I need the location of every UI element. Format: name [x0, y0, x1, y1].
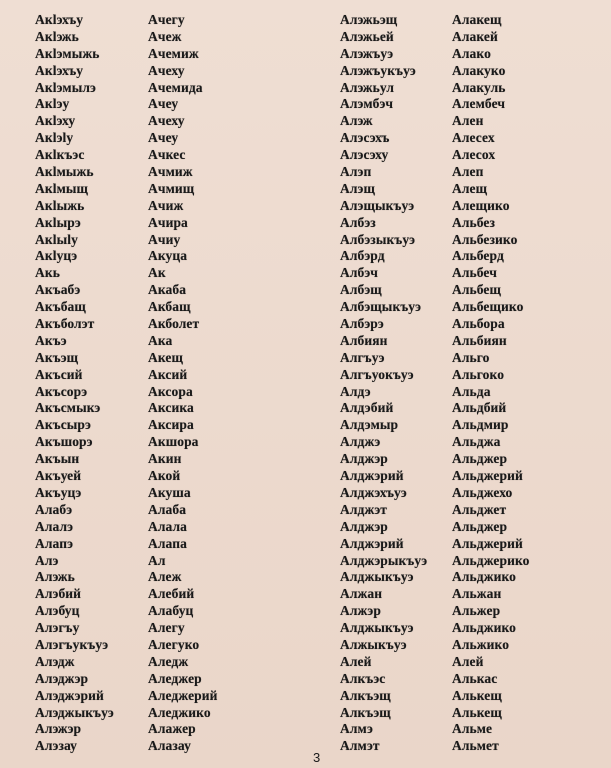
- name-entry: Альджерико: [452, 552, 530, 568]
- name-entry: Акой: [148, 468, 181, 484]
- name-entry: Акlэху: [35, 113, 76, 129]
- name-entry: Аледжико: [148, 704, 211, 720]
- name-entry: Алалэ: [35, 518, 74, 534]
- column-4-russian-names: [452, 12, 530, 755]
- name-entry: Ачмиж: [148, 164, 193, 180]
- name-entry: Алджэрий: [340, 535, 404, 551]
- name-entry: Альджет: [452, 501, 507, 517]
- name-entry: Алесох: [452, 147, 496, 163]
- name-entry: Альдбий: [452, 400, 507, 416]
- name-entry: Альбора: [452, 316, 505, 332]
- name-entry: Алэдж: [35, 653, 75, 669]
- name-entry: Ак: [148, 265, 166, 281]
- page-number: 3: [313, 750, 321, 765]
- name-entry: Акаба: [148, 282, 187, 298]
- name-entry: Алкъэщ: [340, 704, 391, 720]
- name-entry: Алькещ: [452, 687, 502, 703]
- name-entry: Ачеху: [148, 113, 185, 129]
- name-entry: Аксий: [148, 366, 188, 382]
- name-entry: Акуца: [148, 248, 188, 264]
- name-entry: Альме: [452, 721, 493, 737]
- name-entry: Акь: [35, 265, 60, 281]
- name-entry: Алэжь: [35, 569, 75, 585]
- name-entry: Алджэр: [340, 518, 388, 534]
- name-entry: Ачеж: [148, 28, 182, 44]
- name-entry: Альджико: [452, 620, 517, 636]
- name-entry: Алджэрий: [340, 468, 404, 484]
- name-entry: Алджэт: [340, 501, 388, 517]
- name-entry: Алесех: [452, 130, 495, 146]
- name-entry: Алэ: [35, 552, 59, 568]
- name-entry: Алеп: [452, 164, 484, 180]
- name-entry: Альджа: [452, 434, 501, 450]
- name-entry: Алакуль: [452, 79, 506, 95]
- name-entry: Алкъэщ: [340, 687, 391, 703]
- name-entry: Ачеу: [148, 96, 179, 112]
- name-entry: Акlэхъу: [35, 62, 84, 78]
- name-entry: Алэджыкъуэ: [35, 704, 114, 720]
- name-entry: Аксира: [148, 417, 194, 433]
- name-entry: Алэзау: [35, 738, 77, 754]
- name-entry: Алегуко: [148, 636, 200, 652]
- name-entry: Алала: [148, 518, 188, 534]
- name-entry: Альго: [452, 349, 490, 365]
- name-entry: Альджерий: [452, 535, 523, 551]
- name-entry: Алджэр: [340, 451, 388, 467]
- name-entry: Алмэт: [340, 738, 380, 754]
- name-entry: Алджэрыкъуэ: [340, 552, 428, 568]
- name-entry: Альжико: [452, 636, 510, 652]
- name-entry: Алапа: [148, 535, 187, 551]
- name-entry: Алембеч: [452, 96, 506, 112]
- name-entry: Албиян: [340, 332, 388, 348]
- name-entry: Алджыкъуэ: [340, 620, 414, 636]
- name-entry: Ачкес: [148, 147, 186, 163]
- name-entry: Алебий: [148, 586, 195, 602]
- name-entry: Алэж: [340, 113, 373, 129]
- name-entry: Аледжерий: [148, 687, 218, 703]
- name-entry: Акин: [148, 451, 182, 467]
- name-entry: Альбезико: [452, 231, 518, 247]
- name-entry: Акlыlу: [35, 231, 78, 247]
- name-entry: Алэсэху: [340, 147, 389, 163]
- name-entry: Акъсий: [35, 366, 83, 382]
- name-entry: Акlырэ: [35, 214, 81, 230]
- name-entry: Альбещ: [452, 282, 502, 298]
- name-entry: Алдэмыр: [340, 417, 399, 433]
- name-entry: Акболет: [148, 316, 200, 332]
- name-entry: Акlэжь: [35, 28, 79, 44]
- name-entry: Алкъэс: [340, 670, 386, 686]
- name-entry: Алэгъукъуэ: [35, 636, 109, 652]
- name-entry: Алажер: [148, 721, 196, 737]
- name-entry: Алэжъуэ: [340, 45, 394, 61]
- name-entry: Алаба: [148, 501, 187, 517]
- name-entry: Акъболэт: [35, 316, 95, 332]
- name-entry: Альжер: [452, 603, 501, 619]
- name-entry: Алакуко: [452, 62, 506, 78]
- name-entry: Акъуцэ: [35, 484, 82, 500]
- name-entry: Алдэ: [340, 383, 371, 399]
- name-entry: Альбеч: [452, 265, 497, 281]
- name-entry: Акlмыжь: [35, 164, 94, 180]
- name-entry: Алэджэр: [35, 670, 89, 686]
- name-entry: Альбез: [452, 214, 496, 230]
- name-entry: Ал: [148, 552, 166, 568]
- name-entry: Алэбуц: [35, 603, 80, 619]
- name-entry: Акъсырэ: [35, 417, 91, 433]
- name-entry: Албэрд: [340, 248, 385, 264]
- name-entry: Ака: [148, 332, 173, 348]
- name-entry: Акъуей: [35, 468, 82, 484]
- name-entry: Алеж: [148, 569, 182, 585]
- name-entry: Акъын: [35, 451, 80, 467]
- name-entry: Алэжьул: [340, 79, 395, 95]
- name-entry: Алабэ: [35, 501, 73, 517]
- name-entry: Акшора: [148, 434, 199, 450]
- name-entry: Акlэу: [35, 96, 70, 112]
- name-entry: Алэжьей: [340, 28, 394, 44]
- name-entry: Альдмир: [452, 417, 509, 433]
- name-entry: Акъабэ: [35, 282, 81, 298]
- name-entry: Ачегу: [148, 12, 185, 27]
- name-entry: Алапэ: [35, 535, 74, 551]
- name-entry: Ачиж: [148, 197, 184, 213]
- name-entry: Алэгъу: [35, 620, 80, 636]
- name-entry: Акlэмылэ: [35, 79, 96, 95]
- name-entry: Алещико: [452, 197, 510, 213]
- name-entry: Акlкъэс: [35, 147, 85, 163]
- name-entry: Ачмищ: [148, 180, 195, 196]
- name-entry: Акlыжь: [35, 197, 85, 213]
- name-entry: Акъшорэ: [35, 434, 93, 450]
- name-entry: Албэзыкъуэ: [340, 231, 416, 247]
- name-entry: Алэбий: [35, 586, 82, 602]
- name-entry: Акещ: [148, 349, 183, 365]
- name-entry: Альджер: [452, 518, 508, 534]
- name-entry: Алджыкъуэ: [340, 569, 414, 585]
- name-entry: Акъсмыкэ: [35, 400, 101, 416]
- name-entry: Альбиян: [452, 332, 507, 348]
- name-entry: Алмэ: [340, 721, 373, 737]
- name-entry: Акуша: [148, 484, 191, 500]
- name-entry: Алей: [340, 653, 372, 669]
- name-entry: Алэжэр: [35, 721, 82, 737]
- name-entry: Ачеу: [148, 130, 179, 146]
- name-entry: Алэжъукъуэ: [340, 62, 416, 78]
- name-entry: Албэз: [340, 214, 376, 230]
- column-1-adyghe-names: [35, 12, 114, 755]
- name-entry: Акlэмыжь: [35, 45, 100, 61]
- column-3-adyghe-names: [340, 12, 427, 755]
- name-entry: Алгъуокъуэ: [340, 366, 414, 382]
- name-entry: Альджер: [452, 451, 508, 467]
- name-entry: Алжан: [340, 586, 383, 602]
- name-entry: Акбащ: [148, 299, 191, 315]
- name-entry: Алжэр: [340, 603, 381, 619]
- name-entry: Алджэ: [340, 434, 381, 450]
- name-entry: Альмет: [452, 738, 499, 754]
- name-entry: Алей: [452, 653, 484, 669]
- name-entry: Алазау: [148, 738, 191, 754]
- name-entry: Алгъуэ: [340, 349, 385, 365]
- name-entry: Альжан: [452, 586, 502, 602]
- name-entry: Альджехо: [452, 484, 513, 500]
- name-entry: Ачеху: [148, 62, 185, 78]
- name-entry: Алакещ: [452, 12, 502, 27]
- name-entry: Албэч: [340, 265, 379, 281]
- name-entry: Алькас: [452, 670, 498, 686]
- name-entry: Аксика: [148, 400, 194, 416]
- name-entry: Альда: [452, 383, 491, 399]
- name-entry: Ачиу: [148, 231, 181, 247]
- name-entry: Аледж: [148, 653, 189, 669]
- name-entry: Албэщыкъуэ: [340, 299, 422, 315]
- name-entry: Алэп: [340, 164, 372, 180]
- name-entry: Альгоко: [452, 366, 505, 382]
- name-entry: Алакей: [452, 28, 498, 44]
- name-entry: Албэщ: [340, 282, 382, 298]
- name-entry: Альбещико: [452, 299, 524, 315]
- name-entry: Алжыкъуэ: [340, 636, 407, 652]
- name-entry: Ачемиж: [148, 45, 199, 61]
- name-entry: Ачемида: [148, 79, 203, 95]
- name-entry: Алещ: [452, 180, 488, 196]
- name-entry: Алэщыкъуэ: [340, 197, 415, 213]
- name-entry: Акъбащ: [35, 299, 86, 315]
- name-entry: Алэщ: [340, 180, 375, 196]
- name-entry: Алькещ: [452, 704, 502, 720]
- name-entry: Аледжер: [148, 670, 202, 686]
- name-entry: Алэджэрий: [35, 687, 104, 703]
- name-entry: Ален: [452, 113, 484, 129]
- name-entry: Акlмыщ: [35, 180, 89, 196]
- name-entry: Аксора: [148, 383, 193, 399]
- name-entry: Алэмбэч: [340, 96, 394, 112]
- name-entry: Алако: [452, 45, 491, 61]
- name-entry: Альджико: [452, 569, 517, 585]
- name-entry: Акъэщ: [35, 349, 79, 365]
- name-entry: Акlэlу: [35, 130, 74, 146]
- name-entry: Альберд: [452, 248, 504, 264]
- name-entry: Акlуцэ: [35, 248, 78, 264]
- name-entry: Акlэхъу: [35, 12, 84, 27]
- name-entry: Ачира: [148, 214, 188, 230]
- name-entry: Алэжьэщ: [340, 12, 398, 27]
- column-2-russian-names: [148, 12, 218, 755]
- name-entry: Алдэбий: [340, 400, 394, 416]
- name-entry: Алджэхъуэ: [340, 484, 407, 500]
- name-entry: Акъэ: [35, 332, 67, 348]
- name-entry: Албэрэ: [340, 316, 384, 332]
- name-entry: Алабуц: [148, 603, 194, 619]
- name-entry: Альджерий: [452, 468, 523, 484]
- name-entry: Акъсорэ: [35, 383, 88, 399]
- name-entry: Алэсэхъ: [340, 130, 390, 146]
- name-entry: Алегу: [148, 620, 185, 636]
